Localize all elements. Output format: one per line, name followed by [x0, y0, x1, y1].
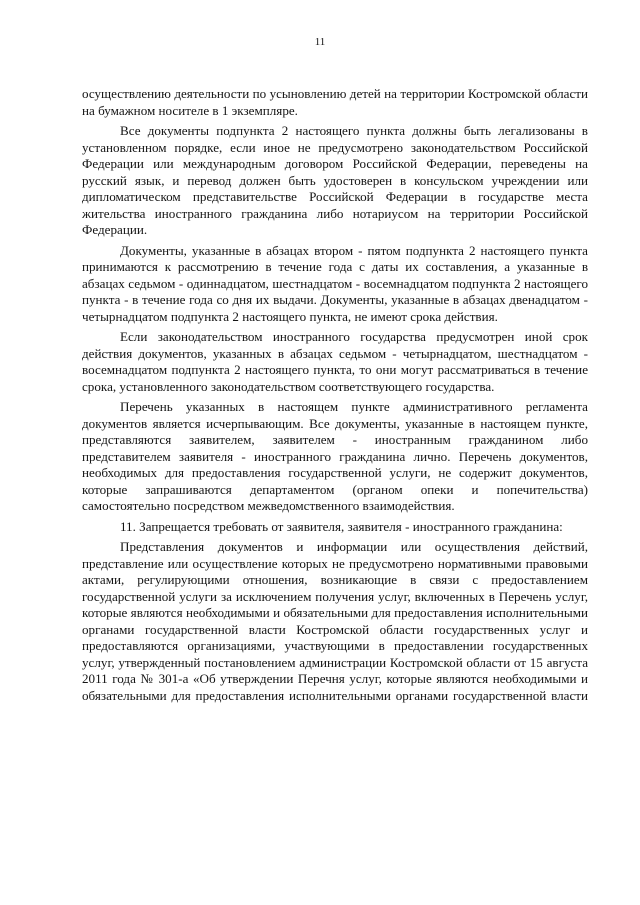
- paragraph-exhaustive-list: Перечень указанных в настоящем пункте административного регламента документов является исчерпывающим. Все документы, указанные в настоящем пункте, представляются заявителем, заявителем - иностранным гражданином либо представителем заявителя - иностранного гражданина лично. Перечень документов, необходимых для предоставления государственной услуги, не содержит документов, которые запрашиваются департаментом (органом опеки и попечительства) самостоятельно посредством межведомственного взаимодействия.: [82, 399, 588, 513]
- paragraph-foreign-validity: Если законодательством иностранного государства предусмотрен иной срок действия документов, указанных в абзацах седьмом - четырнадцатом, шестнадцатом - восемнадцатом подпункта 2 настоящего пункта, то они могут рассматриваться в течение срока, установленного законодательством соответствующего государства.: [82, 329, 588, 394]
- paragraph-validity-period: Документы, указанные в абзацах втором - пятом подпункта 2 настоящего пункта принимаются к рассмотрению в течение года с даты их составления, а указанные в абзацах седьмом - одиннадцатом, шестнадцатом - восемнадцатом подпункта 2 настоящего пункта - в течение года со дня их выдачи. Документы, указанные в абзацах двенадцатом - четырнадцатом подпункта 2 настоящего пункта, не имеют срока действия.: [82, 242, 588, 324]
- page-number: 11: [314, 36, 326, 48]
- paragraph-continuation: осуществлению деятельности по усыновлению детей на территории Костромской области на бумажном носителе в 1 экземпляре.: [82, 86, 588, 118]
- document-body: [82, 86, 588, 704]
- paragraph-legalization: Все документы подпункта 2 настоящего пункта должны быть легализованы в установленном порядке, если иное не предусмотрено законодательством Российской Федерации или международным договором Российской Федерации, переведены на русский язык, и перевод должен быть удостоверен в консульском учреждении или дипломатическом представительстве Российской Федерации в государстве места жительства иностранного гражданина либо нотариусом на территории Российской Федерации.: [82, 123, 588, 237]
- paragraph-documents-requirement: Представления документов и информации или осуществления действий, представление или осуществление которых не предусмотрено нормативными правовыми актами, регулирующими отношения, возникающие в связи с предоставлением государственной услуги за исключением получения услуг, включенных в Перечень услуг, которые являются необходимыми и обязательными для предоставления исполнительными органами государственной власти Костромской области государственных услуг и предоставляются организациями, участвующими в предоставлении государственных услуг, утвержденный постановлением администрации Костромской области от 15 августа 2011 года № 301-а «Об утверждении Перечня услуг, которые являются необходимыми и обязательными для предоставления исполнительными органами государственной власти: [82, 539, 588, 703]
- paragraph-prohibition: 11. Запрещается требовать от заявителя, заявителя - иностранного гражданина:: [120, 518, 563, 534]
